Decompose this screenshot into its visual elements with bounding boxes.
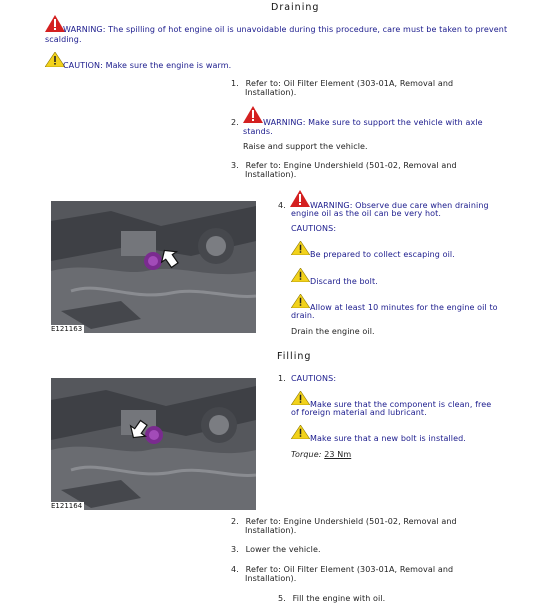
draining-step-4-num: 4. <box>278 201 286 210</box>
filling-step-1-caution-a-line-1: Make sure that the component is clean, free <box>310 400 492 409</box>
filling-step-2-line-2: Installation). <box>245 526 297 535</box>
filling-step-3: 3. Lower the vehicle. <box>231 545 321 554</box>
draining-step-3: 3. Refer to: Engine Undershield (501-02, Removal and <box>231 161 457 170</box>
draining-step-4-cautions-label: CAUTIONS: <box>291 224 337 233</box>
warning-icon <box>290 190 310 211</box>
torque-value-link[interactable]: 23 Nm <box>324 450 352 459</box>
filling-step-1-caution-b: Make sure that a new bolt is installed. <box>310 434 466 443</box>
warning-1-line-1: WARNING: The spilling of hot engine oil is unavoidable during this procedure, care must be taken to prevent <box>63 25 508 34</box>
draining-step-4-caution-b: Discard the bolt. <box>310 277 378 286</box>
warning-1-line-2: scalding. <box>45 35 82 44</box>
caution-icon <box>291 293 310 312</box>
draining-step-2-warning-line-2: stands. <box>243 127 273 136</box>
filling-step-1-caution-a-line-2: of foreign material and lubricant. <box>291 408 427 417</box>
draining-step-4-caution-c-line-2: drain. <box>291 311 315 320</box>
caution-icon <box>291 424 310 443</box>
caution-icon <box>45 52 65 71</box>
filling-step-1-num: 1. <box>278 374 286 383</box>
filling-step-4: 4. Refer to: Oil Filter Element (303-01A, Removal and <box>231 565 454 574</box>
warning-icon <box>243 106 263 127</box>
draining-step-4-warning-line-2: engine oil as the oil can be very hot. <box>291 209 442 218</box>
draining-step-2-num: 2. <box>231 118 239 127</box>
filling-step-2: 2. Refer to: Engine Undershield (501-02, Removal and <box>231 517 457 526</box>
draining-step-1: 1. Refer to: Oil Filter Element (303-01A, Removal and <box>231 79 454 88</box>
filling-step-1-torque: Torque: 23 Nm <box>291 450 352 459</box>
draining-step-4-caution-c-line-1: Allow at least 10 minutes for the engine oil to <box>310 303 498 312</box>
filling-step-1-cautions-label: CAUTIONS: <box>291 374 337 383</box>
draining-step-4-text: Drain the engine oil. <box>291 327 375 336</box>
engine-drain-plug-image <box>51 378 256 510</box>
caution-1: CAUTION: Make sure the engine is warm. <box>63 61 232 70</box>
draining-step-3-line-2: Installation). <box>245 170 297 179</box>
draining-step-1-line-2: Installation). <box>245 88 297 97</box>
caution-icon <box>291 240 310 259</box>
draining-step-2-warning-line-1: WARNING: Make sure to support the vehicle with axle <box>263 118 483 127</box>
filling-step-4-line-2: Installation). <box>245 574 297 583</box>
caution-icon <box>291 390 310 409</box>
figure-label: E121164 <box>51 502 83 510</box>
filling-step-5: 5. Fill the engine with oil. <box>278 594 386 603</box>
caution-icon <box>291 267 310 286</box>
figure-e121163 <box>51 201 256 333</box>
section-heading-draining: Draining <box>271 2 320 13</box>
warning-icon <box>45 15 65 36</box>
engine-drain-plug-image <box>51 201 256 333</box>
draining-step-4-caution-a: Be prepared to collect escaping oil. <box>310 250 455 259</box>
draining-step-2-text: Raise and support the vehicle. <box>243 142 368 151</box>
section-heading-filling: Filling <box>277 351 312 362</box>
draining-step-4-warning-line-1: WARNING: Observe due care when draining <box>310 201 489 210</box>
figure-e121164 <box>51 378 256 510</box>
figure-label: E121163 <box>51 325 83 333</box>
